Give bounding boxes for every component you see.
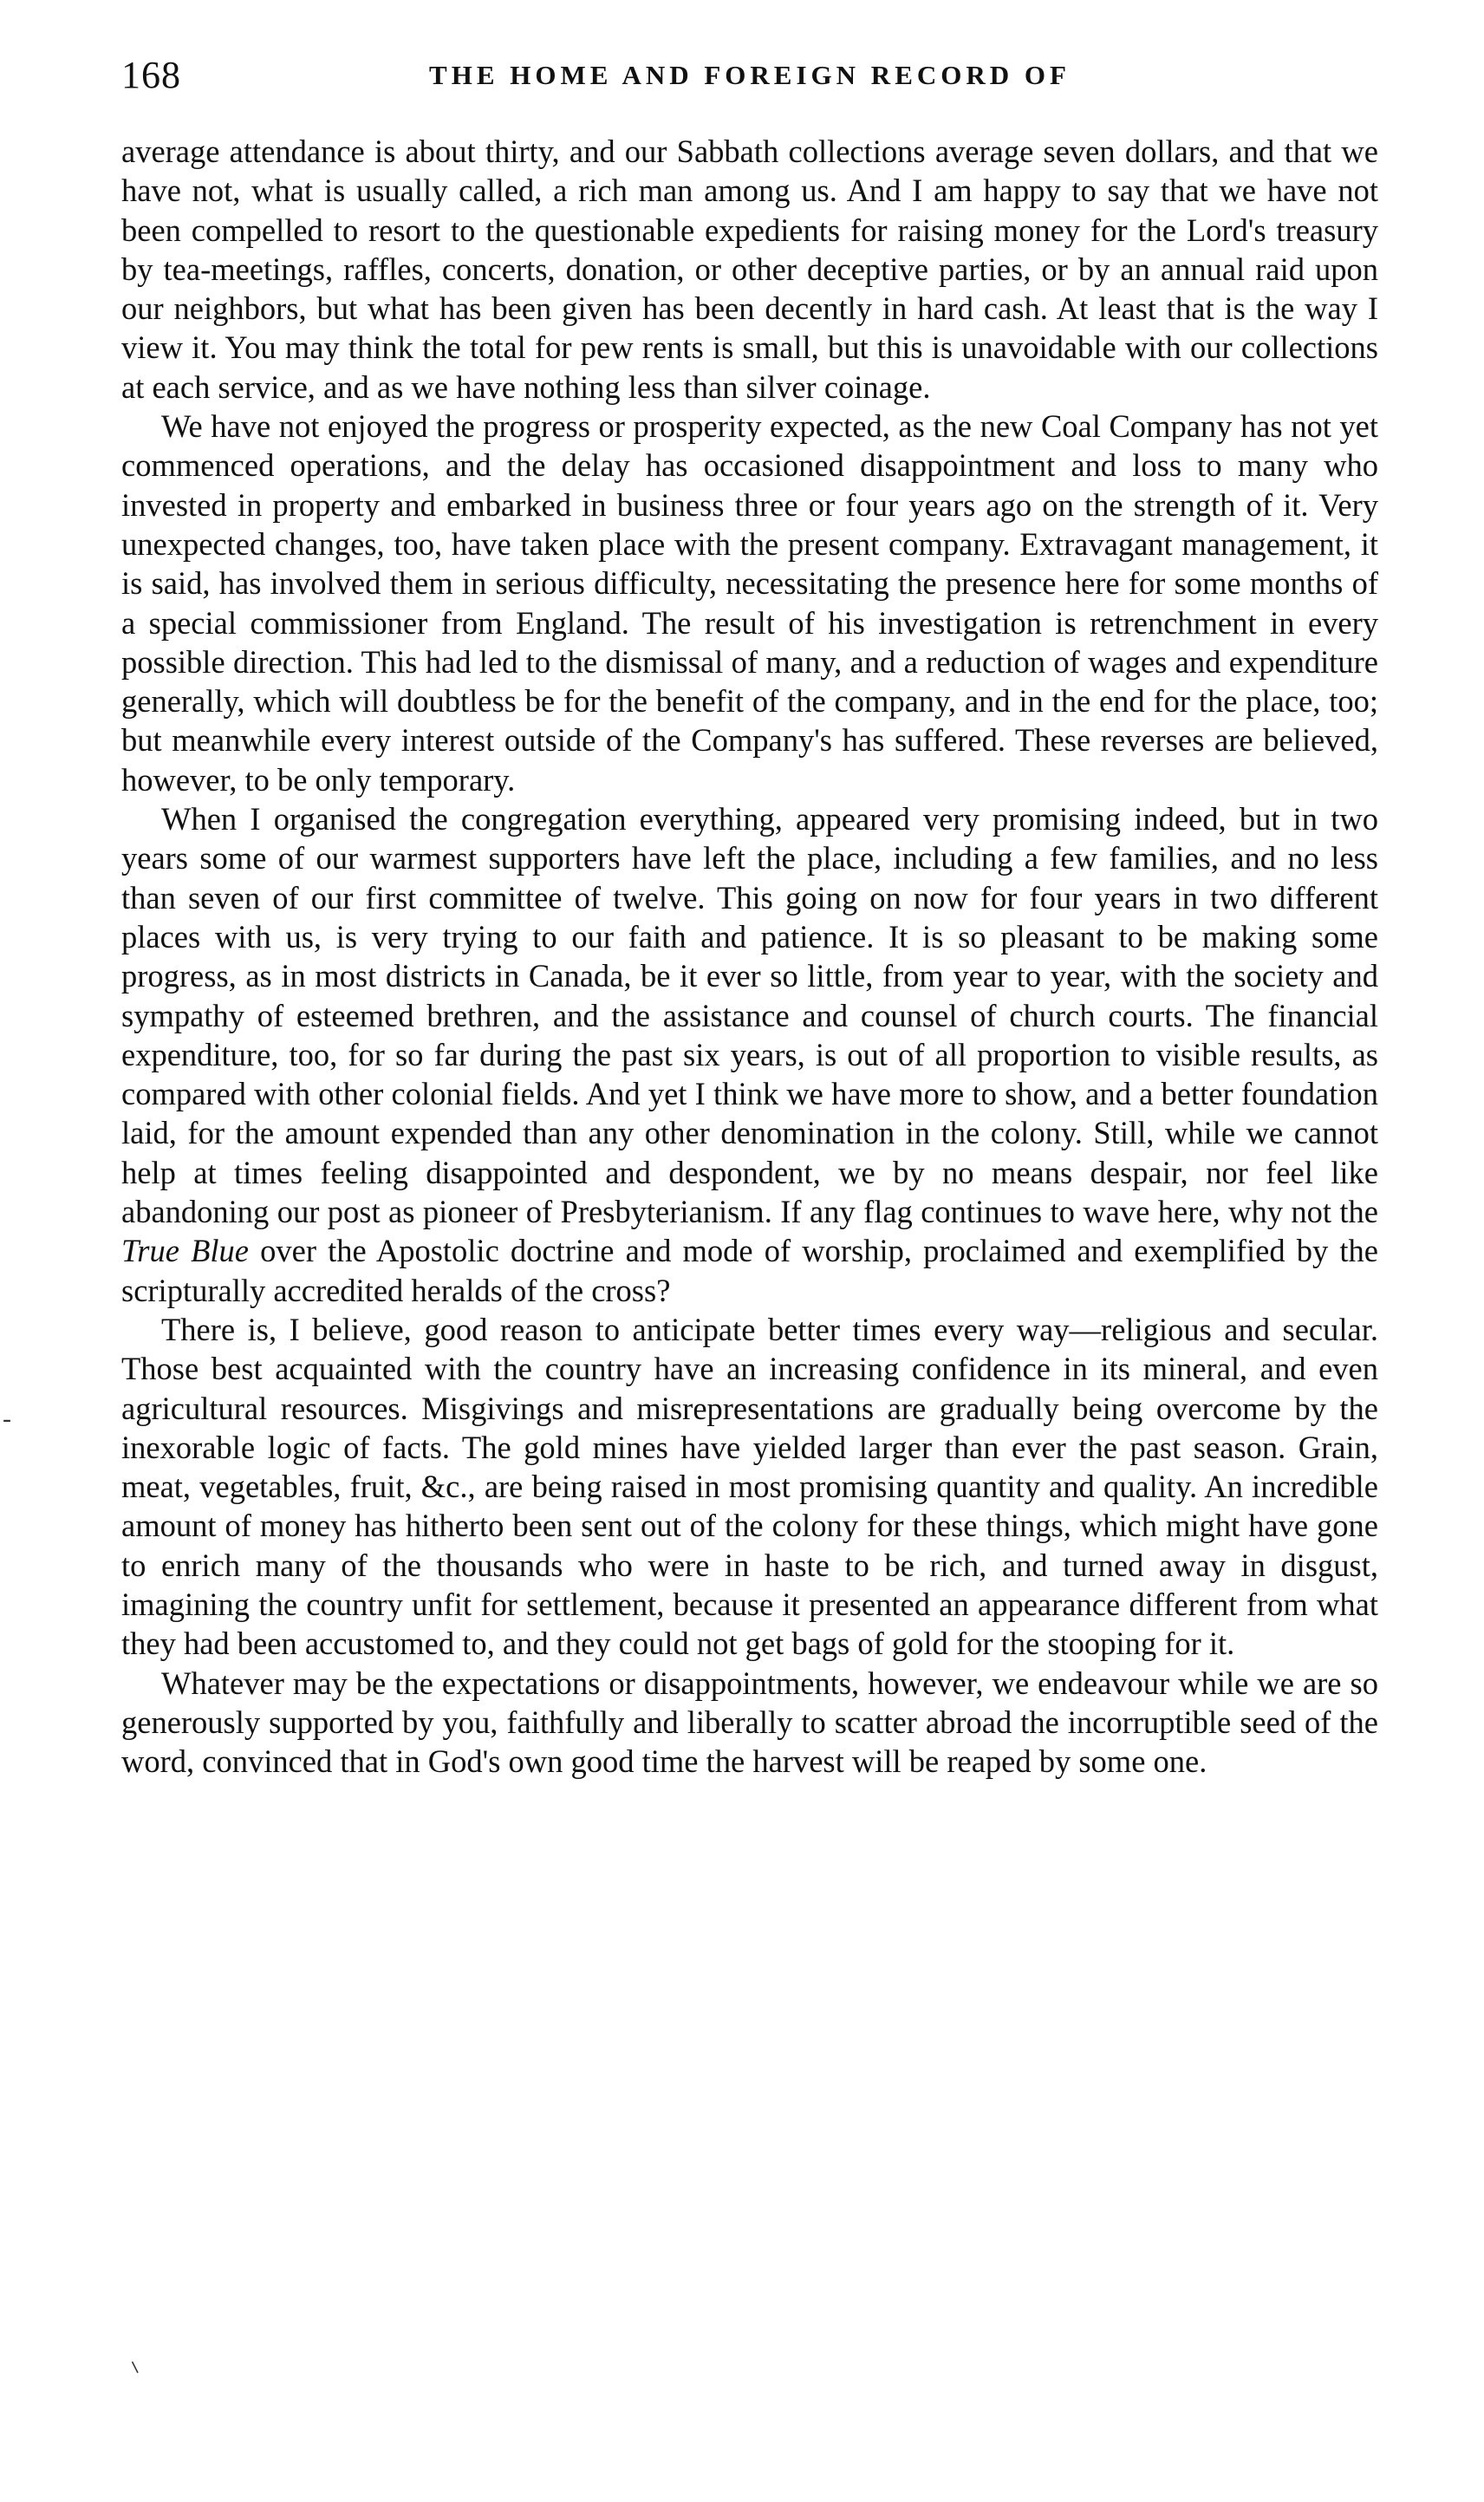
paragraph-3 (121, 799, 1378, 1310)
margin-tick-mark: ‐ (3, 1404, 11, 1433)
page-number: 168 (121, 54, 181, 96)
paragraph-3-emphasis: True Blue (121, 1233, 249, 1269)
paragraph-3-text-before: When I organised the congregation everything, appeared very promising indeed, but in two years some of our warmest supporters have left the place, including a few families, and no less than seven of our first committee of twelve. This going on now for four years in two different places with us, is very trying to our faith and patience. It is so pleasant to be making some progress, as in most districts in Canada, be it ever so little, from year to year, with the society and sympathy of esteemed brethren, and the assistance and counsel of church courts. The financial expenditure, too, for so far during the past six years, is out of all proportion to visible results, as compared with other colonial fields. And yet I think we have more to show, and a better foundation laid, for the amount expended than any other denomination in the colony. Still, while we cannot help at times feeling disappointed and despondent, we by no means despair, nor feel like abandoning our post as pioneer of Presbyterianism. If any flag continues to wave here, why not the (121, 801, 1378, 1230)
paragraph-5: Whatever may be the expectations or disappointments, however, we endeavour while we are so generously supported by you, faithfully and liberally to scatter abroad the incorruptible seed of the word, convinced that in God's own good time the harvest will be reaped by some one. (121, 1665, 1378, 1780)
running-head (121, 45, 1378, 106)
ink-smudge-mark: ⸜ (126, 2346, 147, 2378)
paragraph-4: There is, I believe, good reason to anticipate better times every way—religious and secular. Those best acquainted with the country have an increasing confidence in its mineral, and even agricultural resources. Misgivings and misrepresentations are gradually being overcome by the inexorable logic of facts. The gold mines have yielded larger than ever the past season. Grain, meat, vegetables, fruit, &c., are being raised in most promising quantity and quality. An incredible amount of money has hitherto been sent out of the colony for these things, which might have gone to enrich many of the thousands who were in haste to be rich, and turned away in disgust, imagining the country unfit for settlement, because it presented an appearance different from what they had been accustomed to, and they could not get bags of gold for the stooping for it. (121, 1311, 1378, 1662)
paragraph-3-text-after: over the Apostolic doctrine and mode of worship, proclaimed and exemplified by the scripturally accredited heralds of the cross? (121, 1233, 1379, 1308)
journal-title: THE HOME AND FOREIGN RECORD OF (429, 60, 1071, 90)
paragraph-1: average attendance is about thirty, and our Sabbath collections average seven dollars, and that we have not, what is usually called, a rich man among us. And I am happy to say that we have not been compelled to resort to the questionable expedients for raising money for the Lord's treasury by tea-meetings, raffles, concerts, donation, or other deceptive parties, or by an annual raid upon our neighbors, but what has been given has been decently in hard cash. At least that is the way I view it. You may think the total for pew rents is small, but this is unavoidable with our collections at each service, and as we have nothing less than silver coinage. (121, 134, 1378, 405)
paragraph-2: We have not enjoyed the progress or prosperity expected, as the new Coal Company has not yet commenced operations, and the delay has occasioned disappointment and loss to many who invested in property and embarked in business three or four years ago on the strength of it. Very unexpected changes, too, have taken place with the present company. Extravagant management, it is said, has involved them in serious difficulty, necessitating the presence here for some months of a special commissioner from England. The result of his investigation is retrenchment in every possible direction. This had led to the dismissal of many, and a reduction of wages and expenditure generally, which will doubtless be for the benefit of the company, and in the end for the place, too; but meanwhile every interest outside of the Company's has suffered. These reverses are believed, however, to be only temporary. (121, 408, 1378, 798)
article-body (121, 132, 1378, 1781)
